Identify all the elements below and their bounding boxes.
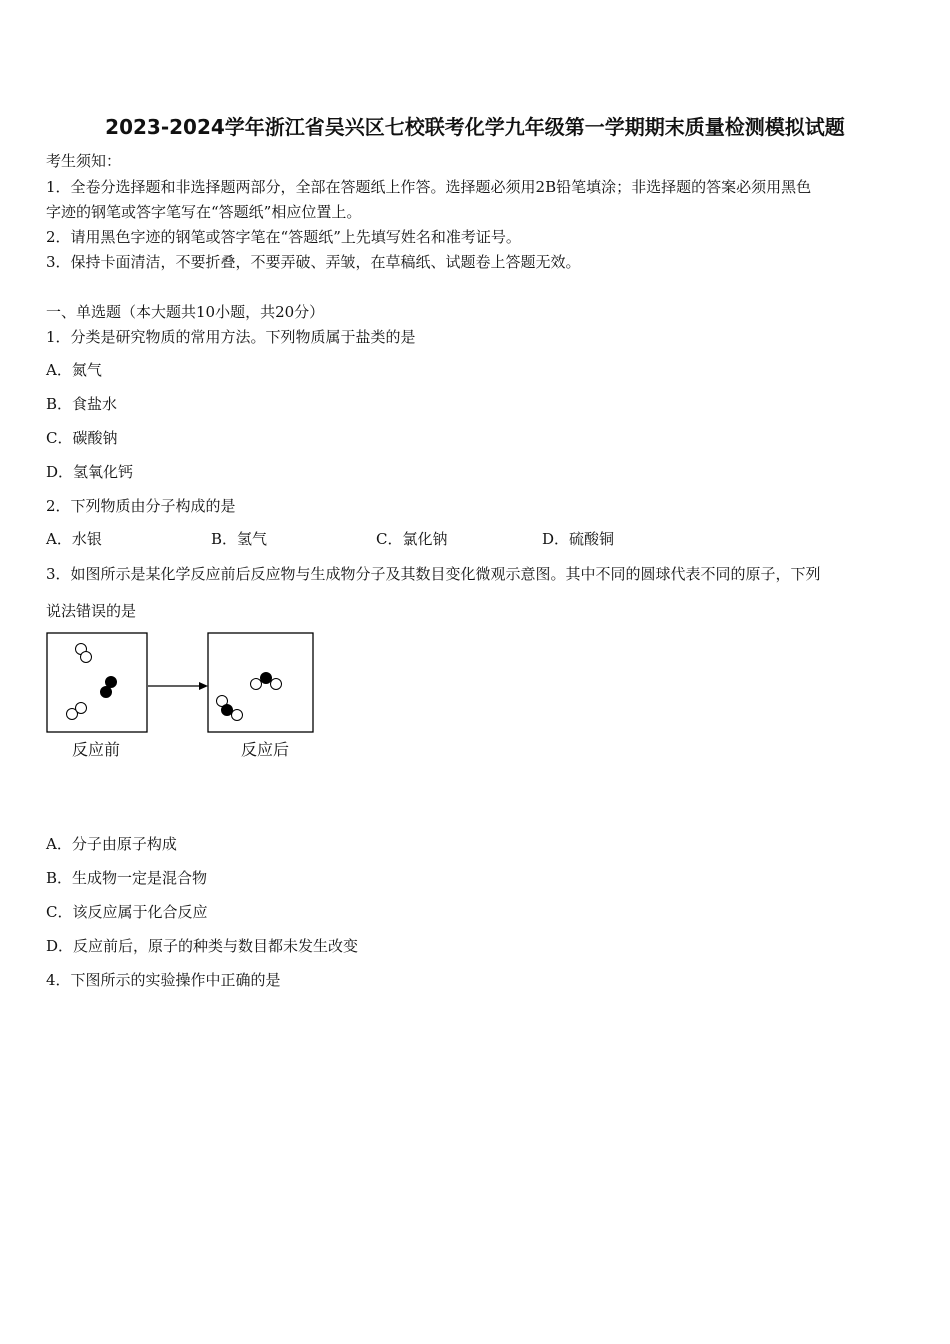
atom-white xyxy=(271,679,282,690)
q3-option-c: C．该反应属于化合反应 xyxy=(46,903,208,921)
atom-white xyxy=(251,679,262,690)
notice-line-1: 1．全卷分选择题和非选择题两部分，全部在答题纸上作答。选择题必须用2B铅笔填涂；非选择题的答案必须用黑色 xyxy=(46,178,812,196)
reaction-diagram xyxy=(46,632,326,776)
section-heading: 一、单选题（本大题共10小题，共20分） xyxy=(46,303,325,321)
q2-option-c: C．氯化钠 xyxy=(376,530,448,548)
q1-option-d: D．氢氧化钙 xyxy=(46,463,134,481)
q2-option-a: A．水银 xyxy=(46,530,102,548)
q1-option-c: C．碳酸钠 xyxy=(46,429,118,447)
page-title: 2023-2024学年浙江省吴兴区七校联考化学九年级第一学期期末质量检测模拟试题 xyxy=(105,115,845,139)
atom-black xyxy=(101,687,112,698)
atom-white xyxy=(76,703,87,714)
q2-option-b: B．氢气 xyxy=(211,530,268,548)
q1-option-a: A．氮气 xyxy=(46,361,102,379)
atom-white xyxy=(232,710,243,721)
before-label: 反应前 xyxy=(72,740,121,759)
after-label: 反应后 xyxy=(241,740,290,759)
q3-option-b: B．生成物一定是混合物 xyxy=(46,869,208,887)
atom-black xyxy=(106,677,117,688)
atom-black xyxy=(222,705,233,716)
q3-stem-cont: 说法错误的是 xyxy=(46,602,137,620)
before-box xyxy=(47,633,147,732)
atom-white xyxy=(81,652,92,663)
notice-line-1-cont: 字迹的钢笔或答字笔写在“答题纸”相应位置上。 xyxy=(46,203,362,221)
atom-black xyxy=(261,673,272,684)
q1-stem: 1．分类是研究物质的常用方法。下列物质属于盐类的是 xyxy=(46,328,416,346)
q3-option-d: D．反应前后，原子的种类与数目都未发生改变 xyxy=(46,937,359,955)
q3-option-a: A．分子由原子构成 xyxy=(46,835,177,853)
reaction-arrow-head xyxy=(199,682,208,690)
q2-option-d: D．硫酸铜 xyxy=(542,530,615,548)
notice-heading: 考生须知： xyxy=(46,152,122,170)
q1-option-b: B．食盐水 xyxy=(46,395,118,413)
q2-stem: 2．下列物质由分子构成的是 xyxy=(46,497,236,515)
q4-stem: 4．下图所示的实验操作中正确的是 xyxy=(46,971,281,989)
notice-line-3: 3．保持卡面清洁，不要折叠，不要弄破、弄皱，在草稿纸、试题卷上答题无效。 xyxy=(46,253,581,271)
notice-line-2: 2．请用黑色字迹的钢笔或答字笔在“答题纸”上先填写姓名和准考证号。 xyxy=(46,228,521,246)
q3-stem: 3．如图所示是某化学反应前后反应物与生成物分子及其数目变化微观示意图。其中不同的圆球代表不同的原子，下列 xyxy=(46,565,821,583)
